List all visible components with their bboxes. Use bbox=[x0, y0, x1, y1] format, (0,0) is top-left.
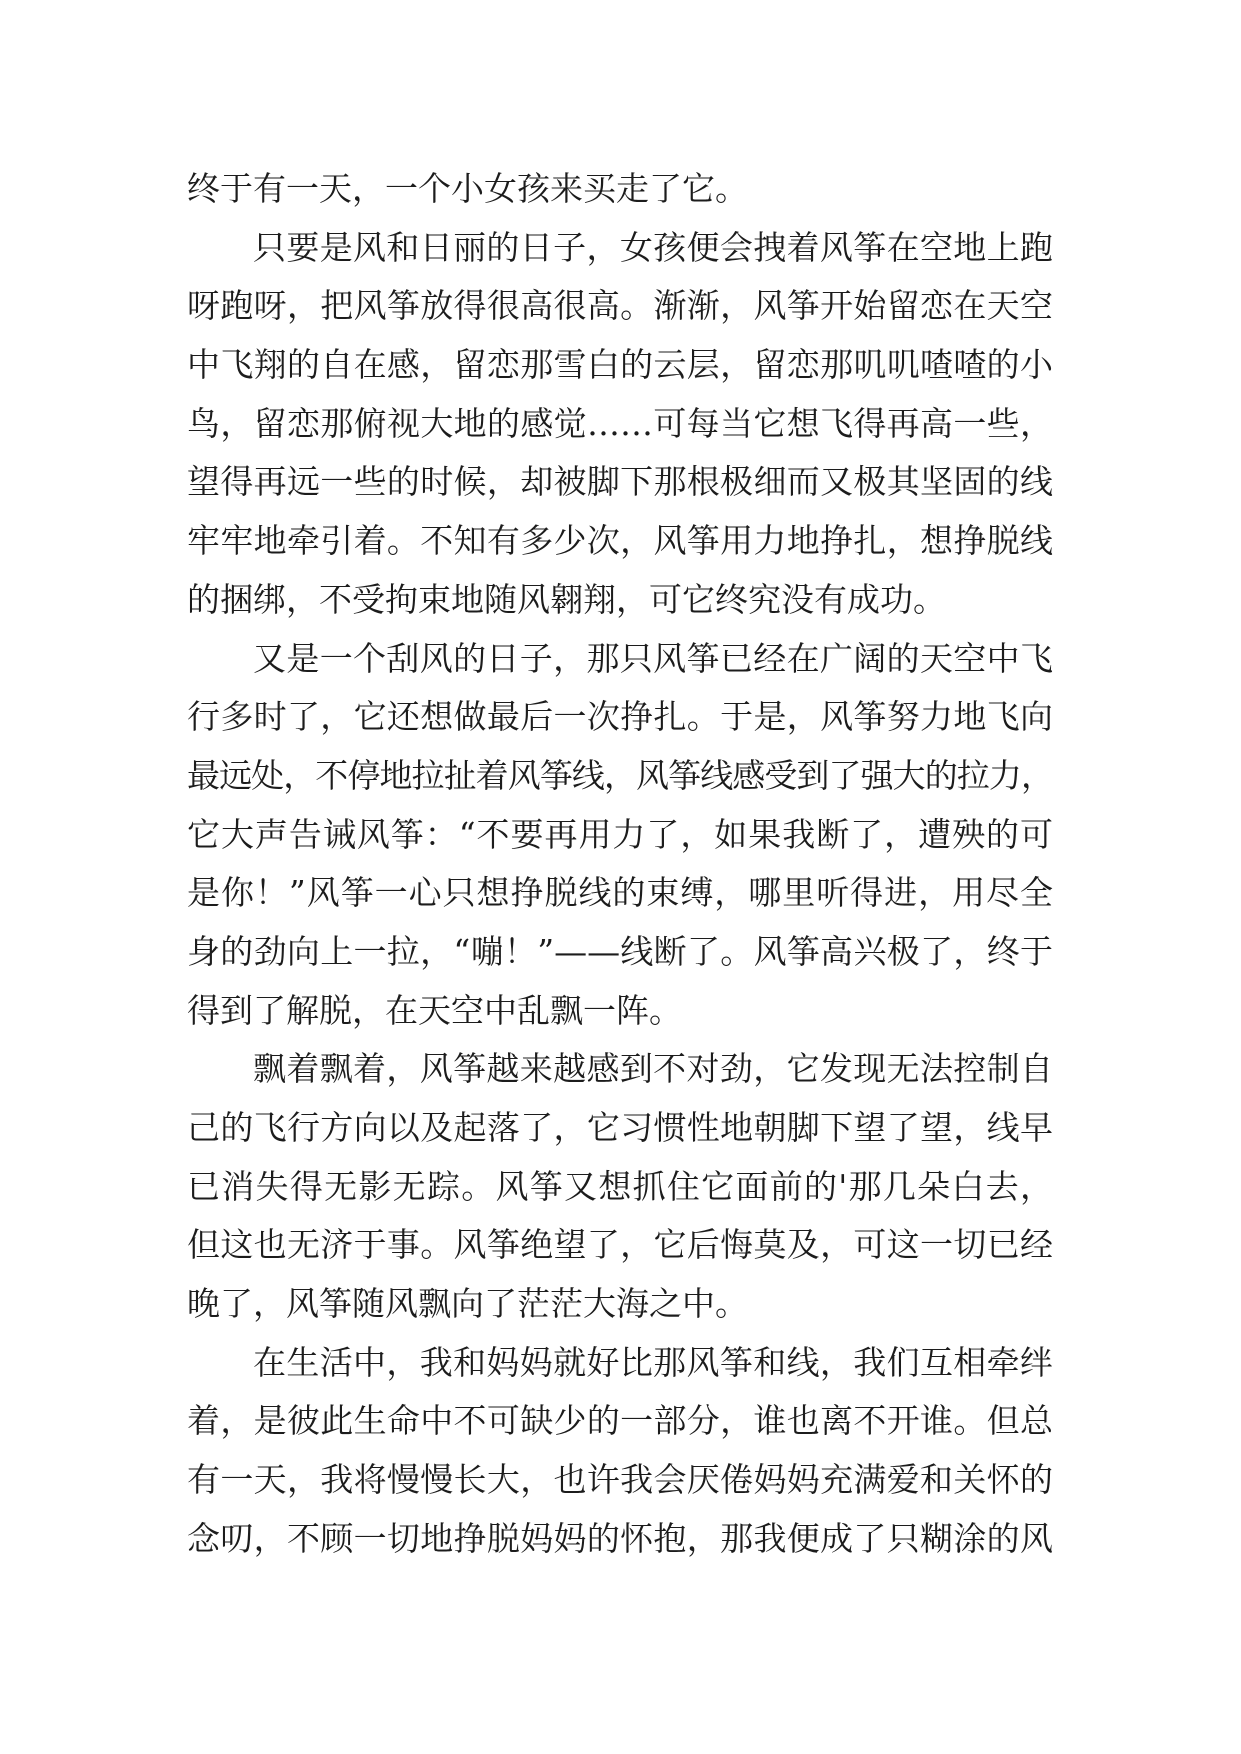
text-line: 的捆绑，不受拘束地随风翱翔，可它终究没有成功。 bbox=[187, 579, 946, 619]
text-line: 晚了，风筝随风飘向了茫茫大海之中。 bbox=[187, 1284, 748, 1324]
paragraph bbox=[187, 219, 1053, 630]
body-text bbox=[187, 160, 1053, 1569]
text-line: 有一天，我将慢慢长大，也许我会厌倦妈妈充满爱和关怀的 bbox=[187, 1460, 1053, 1500]
text-line: 牢牢地牵引着。不知有多少次，风筝用力地挣扎，想挣脱线 bbox=[187, 521, 1053, 561]
text-line: 终于有一天，一个小女孩来买走了它。 bbox=[187, 169, 748, 208]
text-line: 呀跑呀，把风筝放得很高很高。渐渐，风筝开始留恋在天空 bbox=[187, 286, 1053, 326]
paragraph bbox=[187, 160, 1053, 219]
text-line: 只要是风和日丽的日子，女孩便会拽着风筝在空地上跑 bbox=[253, 227, 1053, 267]
text-line: 身的劲向上一拉，“嘣！”——线断了。风筝高兴极了，终于 bbox=[187, 931, 1053, 971]
text-line: 行多时了，它还想做最后一次挣扎。于是，风筝努力地飞向 bbox=[187, 697, 1053, 737]
text-line: 望得再远一些的时候，却被脚下那根极细而又极其坚固的线 bbox=[187, 462, 1053, 502]
text-line: 是你！”风筝一心只想挣脱线的束缚，哪里听得进，用尽全 bbox=[187, 873, 1053, 913]
text-line: 得到了解脱，在天空中乱飘一阵。 bbox=[187, 990, 682, 1030]
text-line: 最远处，不停地拉扯着风筝线，风筝线感受到了强大的拉力， bbox=[187, 755, 1053, 795]
text-line: 鸟，留恋那俯视大地的感觉……可每当它想飞得再高一些， bbox=[187, 403, 1053, 443]
text-line: 着，是彼此生命中不可缺少的一部分，谁也离不开谁。但总 bbox=[187, 1401, 1053, 1441]
paragraph bbox=[187, 1040, 1053, 1333]
text-line: 念叨，不顾一切地挣脱妈妈的怀抱，那我便成了只糊涂的风 bbox=[187, 1518, 1053, 1558]
text-line: 己的飞行方向以及起落了，它习惯性地朝脚下望了望，线早 bbox=[187, 1108, 1053, 1147]
text-line: 已消失得无影无踪。风筝又想抓住它面前的'那几朵白去， bbox=[187, 1166, 1053, 1206]
paragraph bbox=[187, 1334, 1053, 1569]
text-line: 在生活中，我和妈妈就好比那风筝和线，我们互相牵绊 bbox=[253, 1342, 1053, 1382]
paragraph bbox=[187, 630, 1053, 1041]
text-line: 中飞翔的自在感，留恋那雪白的云层，留恋那叽叽喳喳的小 bbox=[187, 345, 1053, 385]
text-line: 飘着飘着，风筝越来越感到不对劲，它发现无法控制自 bbox=[253, 1049, 1053, 1089]
text-line: 又是一个刮风的日子，那只风筝已经在广阔的天空中飞 bbox=[253, 638, 1053, 678]
text-line: 它大声告诫风筝：“不要再用力了，如果我断了，遭殃的可 bbox=[187, 814, 1053, 854]
text-line: 但这也无济于事。风筝绝望了，它后悔莫及，可这一切已经 bbox=[187, 1225, 1053, 1265]
